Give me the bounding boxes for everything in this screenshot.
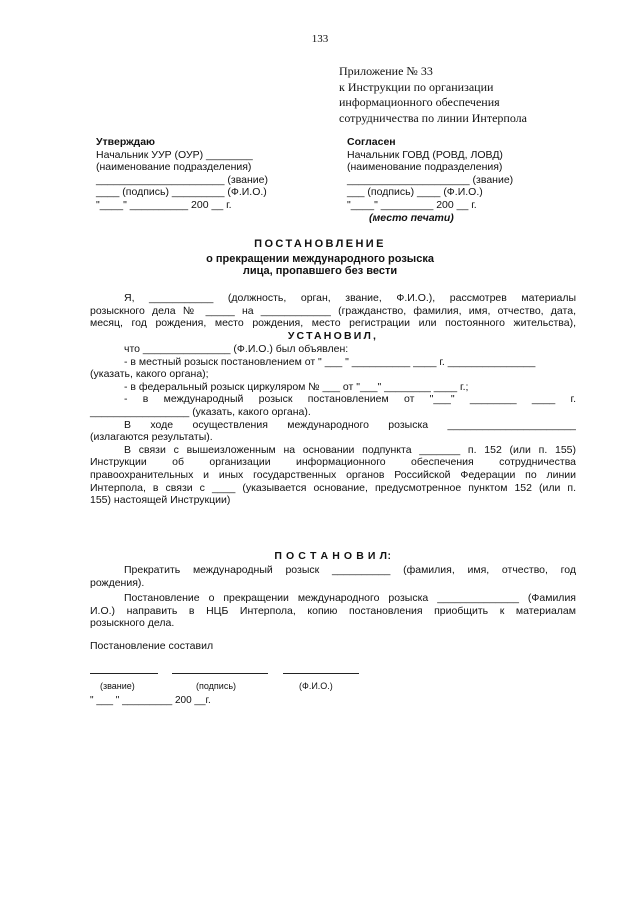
appendix-line: к Инструкции по организации [339, 79, 494, 94]
page-number: 133 [311, 33, 329, 45]
established-line: - в федеральный розыск циркуляром № ___ от "___" ________ ____ г.; [124, 380, 469, 393]
agreed-heading: Согласен [347, 136, 396, 148]
appendix-note [339, 64, 527, 126]
established-line: В связи с вышеизложенным на основании подпункта _______ п. 152 (или п. 155) [124, 443, 576, 456]
decided-line: рождения). [90, 576, 145, 589]
established-line: - в местный розыск постановлением от " ___ " __________ ____ г. _______________ [124, 355, 536, 368]
composed-label: Постановление составил [90, 640, 214, 652]
decided-line: И.О.) направить в НЦБ Интерпола, копию постановления приобщить к материалам [90, 604, 576, 617]
agreed-line: _____________________ (звание) [347, 173, 514, 186]
decided-line: Прекратить международный розыск __________ (фамилия, имя, отчество, год [124, 564, 576, 576]
established-heading: УСТАНОВИЛ, [287, 330, 379, 342]
document-subtitle-2: лица, пропавшего без вести [242, 265, 398, 277]
approve-block [96, 136, 268, 212]
rank-signature-line [90, 673, 158, 674]
established-line: _________________ (указать, какого органа). [90, 405, 311, 418]
established-line: Интерпола, в связи с ____ (указывается основание, предусмотренное пунктом 152 (или п. [90, 481, 576, 494]
established-line: В ходе осуществления международного розыска ______________________ [124, 418, 576, 431]
established-line: (указать, какого органа); [90, 368, 209, 381]
established-line: Инструкции об организации информационного обеспечения сотрудничества [90, 456, 576, 469]
established-line: 155) настоящей Инструкции) [90, 494, 231, 507]
agreed-line: Начальник ГОВД (РОВД, ЛОВД) [347, 148, 503, 161]
established-line: - в международный розыск постановлением от "___" ________ ____ г. [124, 393, 576, 406]
appendix-line: сотрудничества по линии Интерпола [339, 110, 527, 125]
appendix-line: информационного обеспечения [339, 95, 500, 109]
agreed-line: "____" _________ 200 __ г. [347, 198, 477, 211]
approve-line: Начальник УУР (ОУР) ________ [96, 148, 253, 161]
name-signature-line [283, 673, 359, 674]
composed-date: " ___ " _________ 200 __г. [90, 695, 211, 706]
signature-caption: (подпись) [196, 681, 237, 691]
approve-line: ____ (подпись) _________ (Ф.И.О.) [96, 186, 267, 199]
intro-line: месяц, год рождения, место рождения, место регистрации или постоянного жительства), [90, 317, 576, 330]
decided-section [90, 564, 576, 630]
signature-line [172, 673, 268, 674]
approve-line: (наименование подразделения) [96, 161, 252, 174]
name-caption: (Ф.И.О.) [299, 681, 333, 691]
decided-line: Постановление о прекращении международного розыска ______________ (Фамилия [124, 592, 576, 605]
established-line: (излагаются результаты). [90, 431, 213, 444]
intro-line: Я, ___________ (должность, орган, звание, Ф.И.О.), рассмотрев материалы [124, 292, 576, 304]
document-title: ПОСТАНОВЛЕНИЕ [254, 238, 386, 250]
document-subtitle: о прекращении международного розыска [206, 253, 434, 265]
established-line: правоохранительных и иных государственных органов Российской Федерации по линии [90, 468, 576, 481]
agreed-line: (наименование подразделения) [347, 161, 503, 174]
agreed-block [347, 136, 513, 224]
intro-paragraph [90, 292, 576, 330]
stamp-place: (место печати) [369, 211, 454, 224]
rank-caption: (звание) [100, 681, 135, 691]
agreed-line: ___ (подпись) ____ (Ф.И.О.) [347, 186, 483, 199]
approve-heading: Утверждаю [96, 136, 156, 148]
intro-line: розыскного дела № _____ на ____________ (гражданство, фамилия, имя, отчество, дата, [90, 304, 576, 317]
established-section [90, 343, 576, 507]
approve-line: ______________________ (звание) [96, 173, 268, 186]
decided-line: розыскного дела. [90, 617, 175, 630]
approve-line: "____" __________ 200 __ г. [96, 198, 232, 211]
appendix-line: Приложение № 33 [339, 64, 433, 78]
established-line: что _______________ (Ф.И.О.) был объявлен: [124, 343, 349, 355]
decided-heading: П О С Т А Н О В И Л: [274, 550, 392, 562]
